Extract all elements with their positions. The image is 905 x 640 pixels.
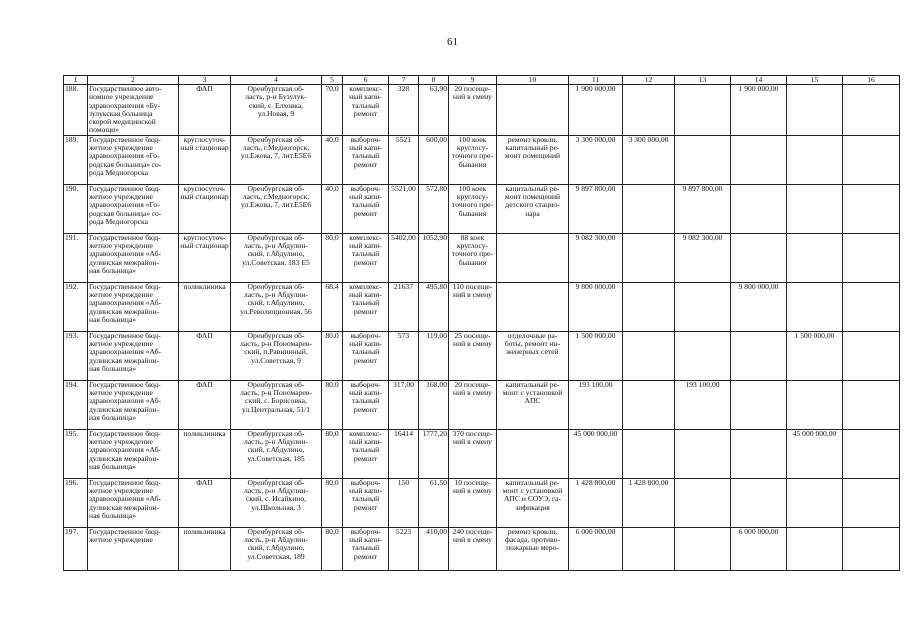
capacity-cell: 20 посеще- ний в смену: [449, 380, 497, 429]
row-number-cell: 188.: [64, 85, 88, 136]
address-cell: Оренбургская об- ласть, г.Медногорск, ул.Ежова, 7, лит.Е5Е6: [231, 135, 322, 184]
col5-cell: 40,0: [322, 184, 343, 233]
total-cost-cell: 45 000 000,00: [569, 429, 623, 478]
description-cell: ремонт кровли, капитальный ре- монт помещений: [497, 135, 569, 184]
col5-cell: 68,4: [322, 282, 343, 331]
col14-cell: 9 800 000,00: [731, 282, 787, 331]
col15-cell: [787, 233, 843, 282]
address-cell: Оренбургская об- ласть, р-н Пономарев- ский, с. Борисовка, ул.Центральная, 51/1: [231, 380, 322, 429]
col8-cell: 600,00: [419, 135, 449, 184]
col-header: 9: [449, 76, 497, 85]
facility-type-cell: поликлиника: [179, 527, 231, 570]
institution-cell: Государственное бюд- жетное учреждение здравоохранения «Го- родская больница» го- рода Медногорска: [88, 135, 179, 184]
capacity-cell: 10 посеще- ний в смену: [449, 478, 497, 527]
row-number-cell: 189.: [64, 135, 88, 184]
col8-cell: 61,50: [419, 478, 449, 527]
col15-cell: [787, 184, 843, 233]
col12-cell: [623, 282, 675, 331]
col15-cell: [787, 380, 843, 429]
facility-type-cell: круглосуточ- ный стационар: [179, 184, 231, 233]
col-header: 10: [497, 76, 569, 85]
col14-cell: [731, 429, 787, 478]
row-number-cell: 197.: [64, 527, 88, 570]
col13-cell: [675, 85, 731, 136]
total-cost-cell: 3 300 000,00: [569, 135, 623, 184]
col16-cell: [843, 527, 900, 570]
col-header: 13: [675, 76, 731, 85]
col5-cell: 80,0: [322, 380, 343, 429]
col-header: 7: [389, 76, 419, 85]
col13-cell: 193 100,00: [675, 380, 731, 429]
col15-cell: 1 500 000,00: [787, 331, 843, 380]
col5-cell: 70,0: [322, 85, 343, 136]
description-cell: ремонт кровли, фасада, противо- пожарные меро-: [497, 527, 569, 570]
col12-cell: 3 300 000,00: [623, 135, 675, 184]
address-cell: Оренбургская об- ласть, р-н Пономарев- ский, п.Равнинный, ул.Советская, 9: [231, 331, 322, 380]
institution-cell: Государственное бюд- жетное учреждение здравоохранения «Го- родская больница» го- рода Медногорска: [88, 184, 179, 233]
table-row: [64, 331, 900, 380]
col13-cell: [675, 282, 731, 331]
col14-cell: 1 900 000,00: [731, 85, 787, 136]
address-cell: Оренбургская об- ласть, р-н Абдулин- ский, г.Абдулино, ул.Революционная, 56: [231, 282, 322, 331]
col5-cell: 80,0: [322, 331, 343, 380]
col16-cell: [843, 380, 900, 429]
facility-type-cell: поликлиника: [179, 429, 231, 478]
col8-cell: 1052,90: [419, 233, 449, 282]
row-number-cell: 192.: [64, 282, 88, 331]
row-number-cell: 191.: [64, 233, 88, 282]
work-type-cell: выбороч- ный капи- тальный ремонт: [343, 331, 389, 380]
capacity-cell: 25 посеще- ний в смену: [449, 331, 497, 380]
row-number-cell: 190.: [64, 184, 88, 233]
description-cell: [497, 233, 569, 282]
address-cell: Оренбургская об- ласть, г.Медногорск, ул.Ежова, 7, лит.Е5Е6: [231, 184, 322, 233]
description-cell: капитальный ре- монт с установкой АПС и СОУЭ, га- зификация: [497, 478, 569, 527]
col7-cell: 5521,00: [389, 184, 419, 233]
col12-cell: [623, 233, 675, 282]
col16-cell: [843, 478, 900, 527]
facility-type-cell: ФАП: [179, 85, 231, 136]
col15-cell: [787, 527, 843, 570]
col12-cell: 1 428 800,00: [623, 478, 675, 527]
col14-cell: [731, 233, 787, 282]
col14-cell: [731, 380, 787, 429]
col5-cell: 80,0: [322, 429, 343, 478]
col16-cell: [843, 135, 900, 184]
work-type-cell: выбороч- ный капи- тальный ремонт: [343, 380, 389, 429]
table-row: [64, 478, 900, 527]
col-header: 16: [843, 76, 900, 85]
capacity-cell: 100 коек круглосу- точного пре- бывания: [449, 135, 497, 184]
col8-cell: 572,80: [419, 184, 449, 233]
col5-cell: 40,0: [322, 135, 343, 184]
col-header: 3: [179, 76, 231, 85]
table-row: [64, 184, 900, 233]
col7-cell: 328: [389, 85, 419, 136]
col16-cell: [843, 331, 900, 380]
col7-cell: 150: [389, 478, 419, 527]
col-header: 8: [419, 76, 449, 85]
table-row: [64, 233, 900, 282]
work-type-cell: комплекс- ный капи- тальный ремонт: [343, 233, 389, 282]
col-header: 6: [343, 76, 389, 85]
work-type-cell: выбороч- ный капи- тальный ремонт: [343, 527, 389, 570]
row-number-cell: 196.: [64, 478, 88, 527]
col13-cell: [675, 331, 731, 380]
address-cell: Оренбургская об- ласть, р-н Абдулин- ский, с. Исайкино, ул.Школьная, 3: [231, 478, 322, 527]
col7-cell: 5402,00: [389, 233, 419, 282]
col16-cell: [843, 282, 900, 331]
col-header: 2: [88, 76, 179, 85]
data-table: [63, 75, 900, 571]
col16-cell: [843, 85, 900, 136]
col15-cell: [787, 282, 843, 331]
total-cost-cell: 6 000 000,00: [569, 527, 623, 570]
col13-cell: [675, 135, 731, 184]
facility-type-cell: поликлиника: [179, 282, 231, 331]
address-cell: Оренбургская об- ласть, р-н Бузулук- ский, с. Елховка, ул.Новая, 9: [231, 85, 322, 136]
col14-cell: [731, 184, 787, 233]
col-header: 1: [64, 76, 88, 85]
institution-cell: Государственное бюд- жетное учреждение здравоохранения «Аб- дулинская межрайон- ная больница»: [88, 233, 179, 282]
col12-cell: [623, 429, 675, 478]
capacity-cell: 100 коек круглосу- точного пре- бывания: [449, 184, 497, 233]
col-header: 11: [569, 76, 623, 85]
facility-type-cell: круглосуточ- ный стационар: [179, 135, 231, 184]
capacity-cell: 240 посеще- ний в смену: [449, 527, 497, 570]
col5-cell: 80,0: [322, 527, 343, 570]
capacity-cell: 20 посеще- ний в смену: [449, 85, 497, 136]
col14-cell: [731, 331, 787, 380]
col7-cell: 317,00: [389, 380, 419, 429]
col12-cell: [623, 331, 675, 380]
total-cost-cell: 1 428 800,00: [569, 478, 623, 527]
address-cell: Оренбургская об- ласть, р-н Абдулин- ский, г.Абдулино, ул.Советская, 189: [231, 527, 322, 570]
description-cell: [497, 85, 569, 136]
col13-cell: [675, 429, 731, 478]
col14-cell: [731, 135, 787, 184]
capacity-cell: 88 коек круглосу- точного пре- бывания: [449, 233, 497, 282]
table-row: [64, 135, 900, 184]
institution-cell: Государственное бюд- жетное учреждение здравоохранения «Аб- дулинская межрайон- ная больница»: [88, 380, 179, 429]
row-number-cell: 194.: [64, 380, 88, 429]
col8-cell: 119,00: [419, 331, 449, 380]
description-cell: [497, 429, 569, 478]
work-type-cell: выбороч- ный капи- тальный ремонт: [343, 478, 389, 527]
work-type-cell: выбороч- ный капи- тальный ремонт: [343, 184, 389, 233]
description-cell: [497, 282, 569, 331]
description-cell: отделочные ра- боты, ремонт ин- женерных сетей: [497, 331, 569, 380]
work-type-cell: комплекс- ный капи- тальный ремонт: [343, 282, 389, 331]
address-cell: Оренбургская об- ласть, р-н Абдулин- ский, г.Абдулино, ул.Советская, 183 Е5: [231, 233, 322, 282]
col13-cell: [675, 478, 731, 527]
table-row: [64, 429, 900, 478]
col5-cell: 80,0: [322, 233, 343, 282]
col8-cell: 495,80: [419, 282, 449, 331]
total-cost-cell: 1 500 000,00: [569, 331, 623, 380]
col5-cell: 80,0: [322, 478, 343, 527]
table-row: [64, 380, 900, 429]
col8-cell: 63,90: [419, 85, 449, 136]
col-header: 4: [231, 76, 322, 85]
institution-cell: Государственное бюд- жетное учреждение здравоохранения «Аб- дулинская межрайон- ная больница»: [88, 478, 179, 527]
total-cost-cell: 1 900 000,00: [569, 85, 623, 136]
col7-cell: 16414: [389, 429, 419, 478]
col14-cell: 6 000 000,00: [731, 527, 787, 570]
col13-cell: 9 897 800,00: [675, 184, 731, 233]
institution-cell: Государственное бюд- жетное учреждение здравоохранения «Аб- дулинская межрайон- ная больница»: [88, 429, 179, 478]
total-cost-cell: 9 897 800,00: [569, 184, 623, 233]
col-header: 12: [623, 76, 675, 85]
facility-type-cell: ФАП: [179, 478, 231, 527]
total-cost-cell: 9 082 300,00: [569, 233, 623, 282]
row-number-cell: 195.: [64, 429, 88, 478]
table-row: [64, 527, 900, 570]
work-type-cell: комплекс- ный капи- тальный ремонт: [343, 429, 389, 478]
col12-cell: [623, 380, 675, 429]
total-cost-cell: 9 800 000,00: [569, 282, 623, 331]
description-cell: капитальный ре- монт помещений детского стацио- нара: [497, 184, 569, 233]
col8-cell: 410,00: [419, 527, 449, 570]
row-number-cell: 193.: [64, 331, 88, 380]
header-row: [64, 76, 900, 85]
capacity-cell: 110 посеще- ний в смену: [449, 282, 497, 331]
col8-cell: 1777,20: [419, 429, 449, 478]
description-cell: капитальный ре- монт с установкой АПС: [497, 380, 569, 429]
facility-type-cell: ФАП: [179, 380, 231, 429]
page-number: 61: [447, 36, 458, 48]
col7-cell: 21637: [389, 282, 419, 331]
col-header: 5: [322, 76, 343, 85]
col16-cell: [843, 233, 900, 282]
col14-cell: [731, 478, 787, 527]
col13-cell: 9 082 300,00: [675, 233, 731, 282]
work-type-cell: комплекс- ный капи- тальный ремонт: [343, 85, 389, 136]
institution-cell: Государственное бюд- жетное учреждение здравоохранения «Аб- дулинская межрайон- ная больница»: [88, 331, 179, 380]
col7-cell: 573: [389, 331, 419, 380]
col15-cell: [787, 135, 843, 184]
address-cell: Оренбургская об- ласть, р-н Абдулин- ский, г.Абдулино, ул.Советская, 185: [231, 429, 322, 478]
col16-cell: [843, 184, 900, 233]
col15-cell: [787, 478, 843, 527]
facility-type-cell: круглосуточ- ный стационар: [179, 233, 231, 282]
col7-cell: 5223: [389, 527, 419, 570]
col15-cell: [787, 85, 843, 136]
col7-cell: 5521: [389, 135, 419, 184]
col8-cell: 168,00: [419, 380, 449, 429]
facility-type-cell: ФАП: [179, 331, 231, 380]
institution-cell: Государственное авто- номное учреждение здравоохранения «Бу- зулукская больница скорой медицинской помощи»: [88, 85, 179, 136]
col12-cell: [623, 85, 675, 136]
institution-cell: Государственное бюд- жетное учреждение: [88, 527, 179, 570]
work-type-cell: выбороч- ный капи- тальный ремонт: [343, 135, 389, 184]
institution-cell: Государственное бюд- жетное учреждение здравоохранения «Аб- дулинская межрайон- ная больница»: [88, 282, 179, 331]
col-header: 14: [731, 76, 787, 85]
col15-cell: 45 000 000,00: [787, 429, 843, 478]
total-cost-cell: 193 100,00: [569, 380, 623, 429]
capacity-cell: 370 посеще- ний в смену: [449, 429, 497, 478]
col12-cell: [623, 527, 675, 570]
col12-cell: [623, 184, 675, 233]
table-row: [64, 282, 900, 331]
table-row: [64, 85, 900, 136]
col16-cell: [843, 429, 900, 478]
col13-cell: [675, 527, 731, 570]
col-header: 15: [787, 76, 843, 85]
